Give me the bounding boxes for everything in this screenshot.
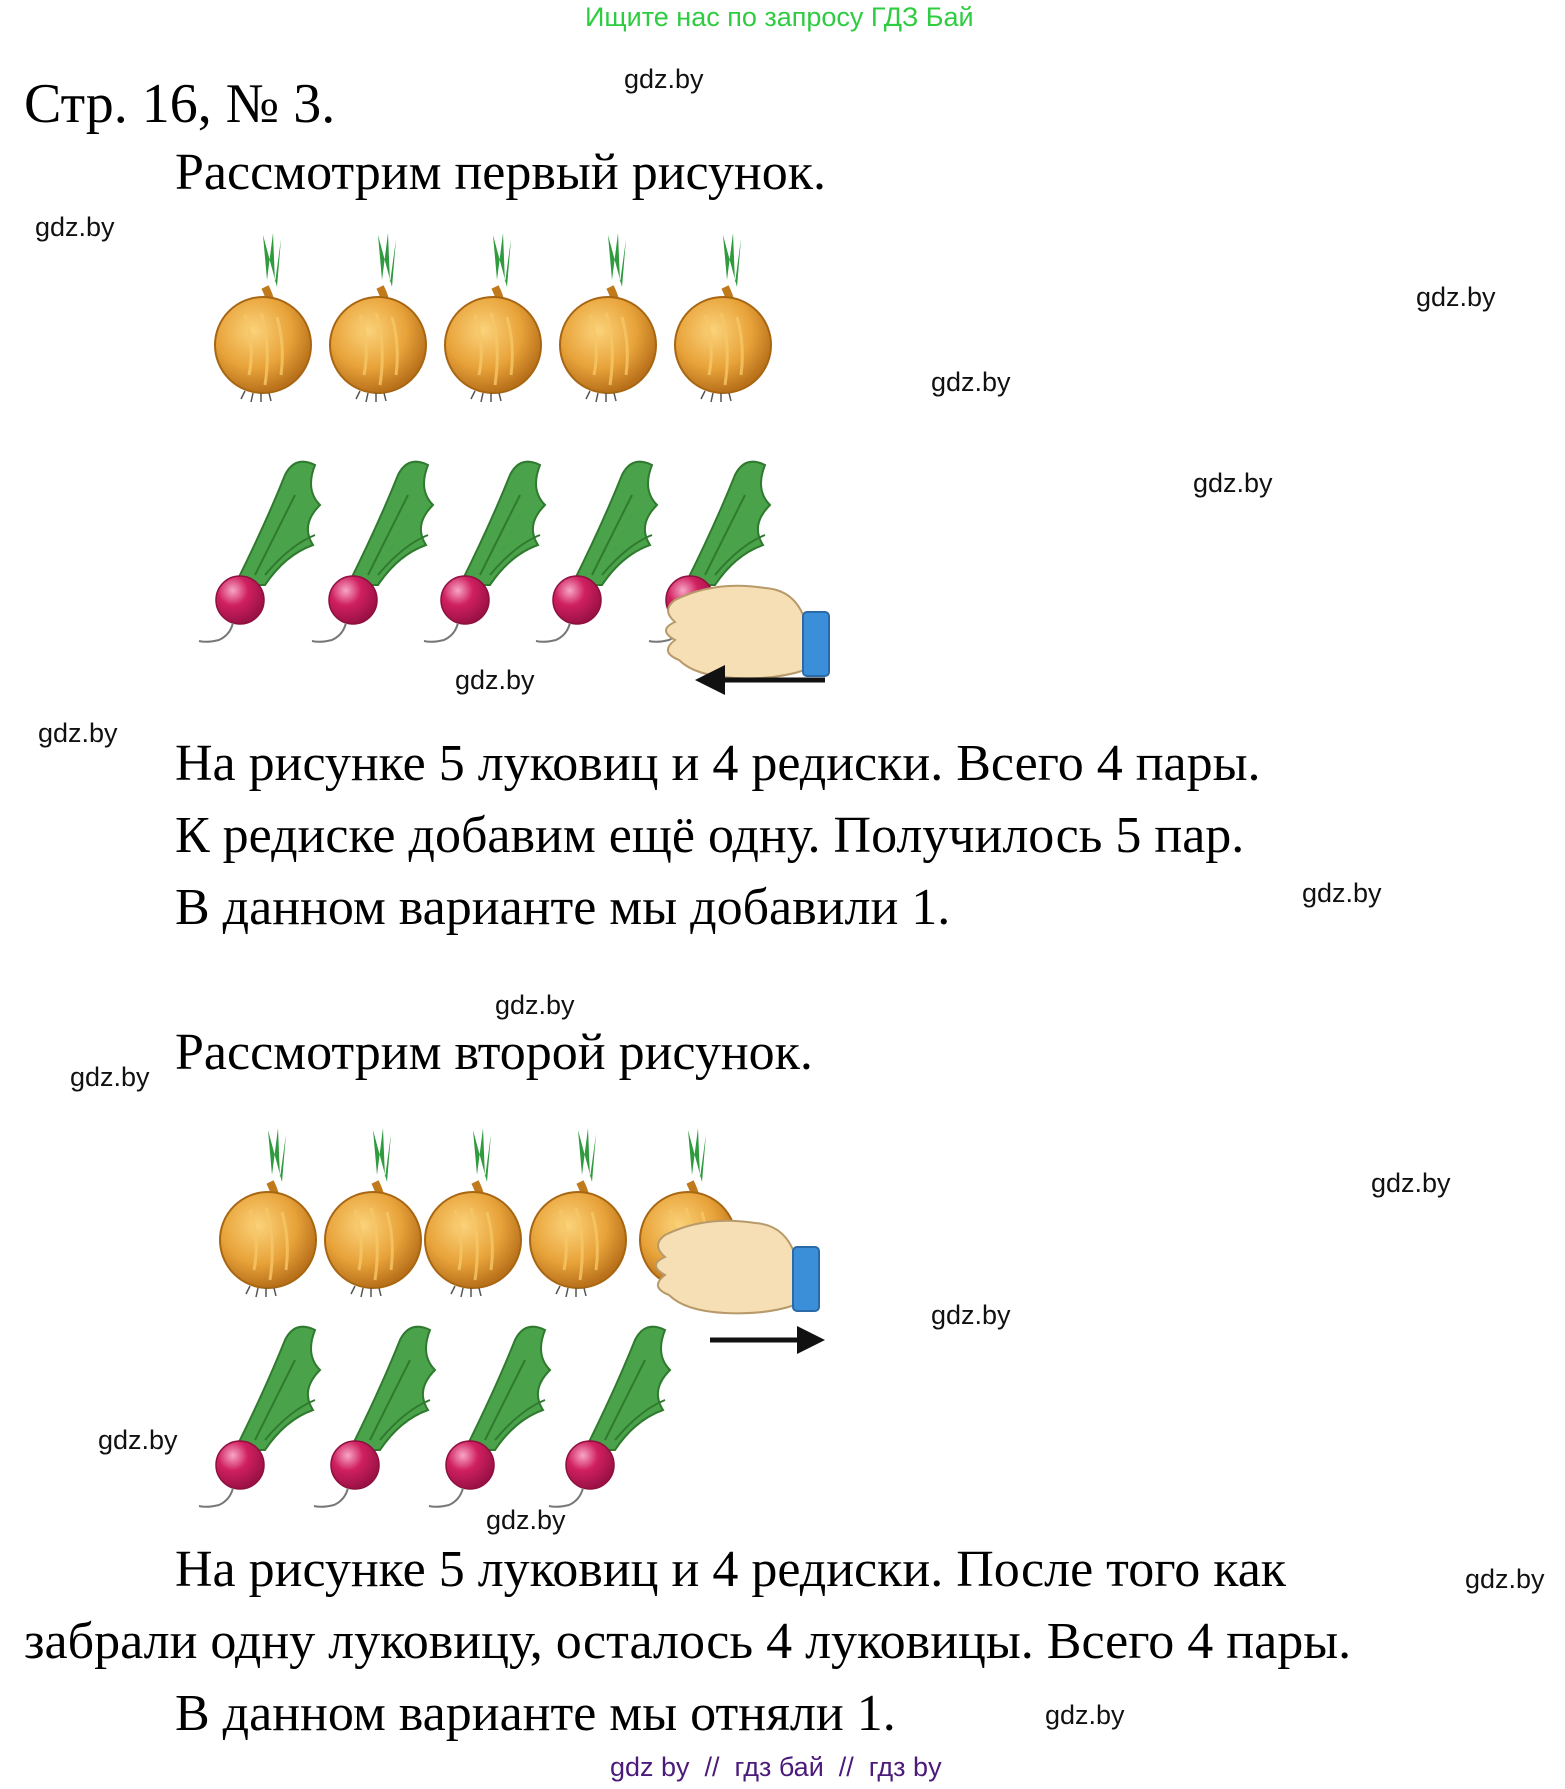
watermark: gdz.by xyxy=(1416,282,1496,312)
watermark: gdz.by xyxy=(486,1505,566,1535)
hand-icon xyxy=(666,586,829,679)
onion-icon xyxy=(330,233,426,402)
watermark: gdz.by xyxy=(455,665,535,695)
onion-icon xyxy=(675,233,771,402)
section1-line-1: На рисунке 5 луковиц и 4 редиски. Всего 4 пары. xyxy=(175,735,1261,792)
watermark: gdz.by xyxy=(495,990,575,1020)
top-banner[interactable]: Ищите нас по запросу ГДЗ Бай xyxy=(585,2,974,32)
section2-line-3: В данном варианте мы отняли 1. xyxy=(175,1685,896,1742)
watermark: gdz.by xyxy=(1302,878,1382,908)
section2-line-1: На рисунке 5 луковиц и 4 редиски. После того как xyxy=(175,1541,1287,1598)
watermark: gdz.by xyxy=(624,64,704,94)
radish-icon xyxy=(199,462,320,642)
hand-icon xyxy=(656,1221,819,1314)
radish-icon xyxy=(429,1327,550,1507)
section2-line-2: забрали одну луковицу, осталось 4 луковицы. Всего 4 пары. xyxy=(24,1613,1352,1670)
arrow-right-icon xyxy=(710,1326,825,1354)
watermark: gdz.by xyxy=(1193,468,1273,498)
watermark: gdz.by xyxy=(1465,1564,1545,1594)
section2-intro: Рассмотрим второй рисунок. xyxy=(175,1024,813,1081)
onion-icon xyxy=(560,233,656,402)
watermark: gdz.by xyxy=(931,367,1011,397)
watermark: gdz.by xyxy=(1371,1168,1451,1198)
onion-icon xyxy=(215,233,311,402)
watermark: gdz.by xyxy=(1045,1700,1125,1730)
radish-icon xyxy=(549,1327,670,1507)
onion-icon xyxy=(425,1128,521,1297)
watermark: gdz.by xyxy=(98,1425,178,1455)
figure-1-onions-radishes-add xyxy=(175,225,855,725)
radish-icon xyxy=(199,1327,320,1507)
radish-icon xyxy=(312,462,433,642)
onion-icon xyxy=(220,1128,316,1297)
section1-line-2: К редиске добавим ещё одну. Получилось 5 пар. xyxy=(175,807,1245,864)
section1-intro: Рассмотрим первый рисунок. xyxy=(175,144,827,201)
onion-icon xyxy=(325,1128,421,1297)
figure-2-onions-radishes-remove xyxy=(175,1120,855,1520)
page-heading: Стр. 16, № 3. xyxy=(24,73,336,135)
onion-icon xyxy=(530,1128,626,1297)
watermark: gdz.by xyxy=(70,1062,150,1092)
section1-line-3: В данном варианте мы добавили 1. xyxy=(175,879,951,936)
onion-icon xyxy=(445,233,541,402)
watermark: gdz.by xyxy=(931,1300,1011,1330)
watermark: gdz.by xyxy=(38,718,118,748)
radish-icon xyxy=(314,1327,435,1507)
radish-icon xyxy=(424,462,545,642)
footer-links[interactable]: gdz by // гдз бай // гдз by xyxy=(610,1752,942,1782)
radish-icon xyxy=(536,462,657,642)
watermark: gdz.by xyxy=(35,212,115,242)
